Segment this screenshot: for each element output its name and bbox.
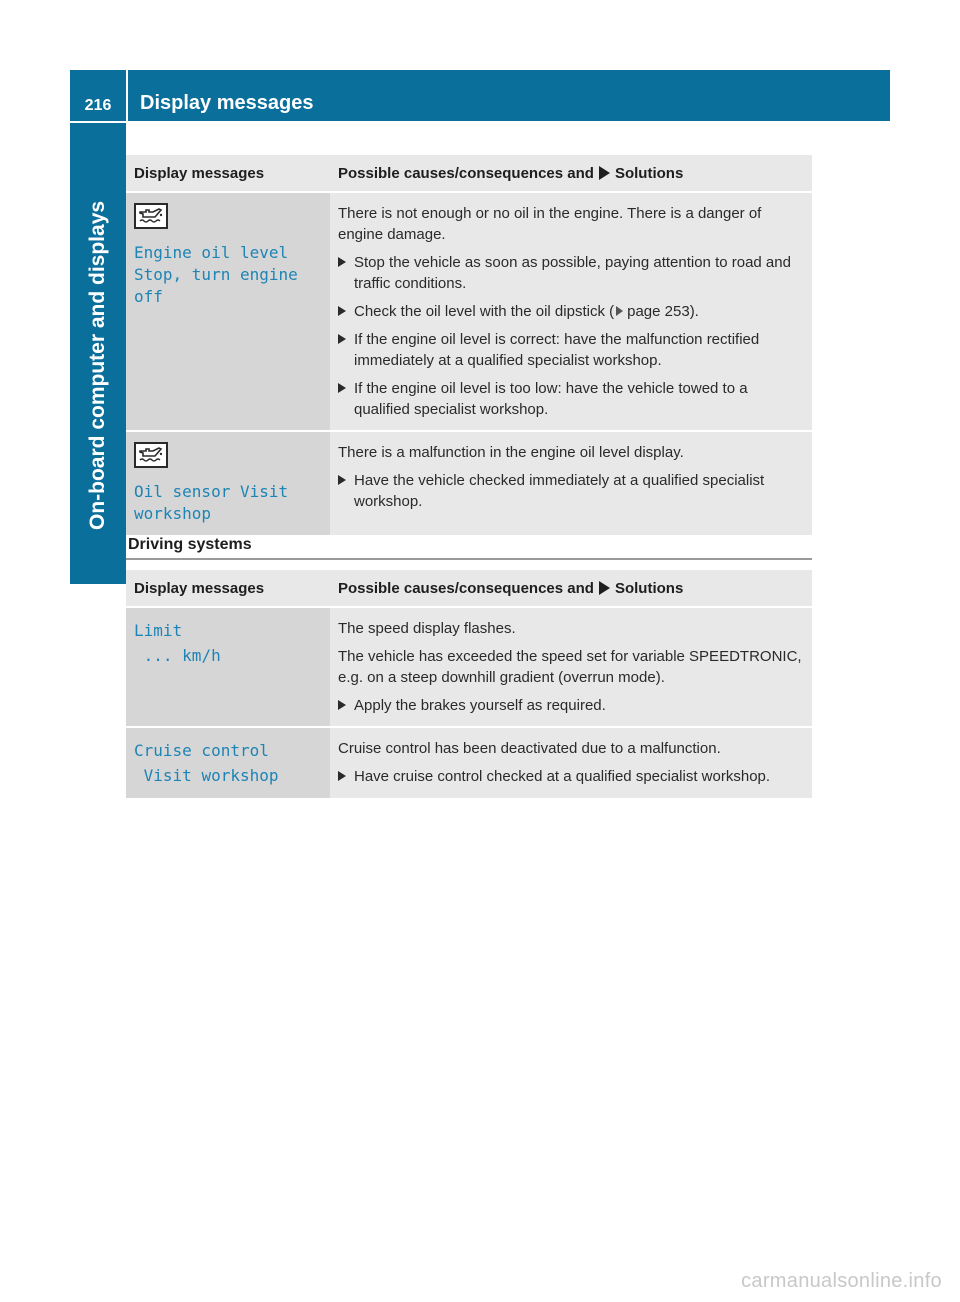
side-tab-label: On-board computer and displays — [86, 200, 109, 530]
table-row — [126, 192, 812, 431]
display-message-text: Limit ... km/h — [134, 621, 221, 665]
step-arrow-icon — [338, 257, 346, 267]
col-header-solutions — [330, 155, 812, 192]
section-divider — [126, 558, 812, 560]
solution-cell — [330, 607, 812, 727]
col-header-solutions-post: Solutions — [614, 579, 684, 597]
step-arrow-icon — [338, 771, 346, 781]
step-arrow-icon — [338, 334, 346, 344]
step-arrow-icon — [338, 306, 346, 316]
page-reference-link[interactable]: page 253). — [627, 303, 699, 320]
col-header-solutions-pre: Possible causes/consequences and — [338, 579, 594, 597]
cause-text: The vehicle has exceeded the speed set for variable SPEEDTRONIC, e.g. on a steep downhill gradient (overrun mode). — [338, 648, 802, 686]
cause-text: The speed display flashes. — [338, 620, 516, 637]
list-item: If the engine oil level is too low: have the vehicle towed to a qualified specialist workshop. — [338, 378, 804, 420]
cause-text: Cruise control has been deactivated due to a malfunction. — [338, 740, 721, 757]
step-arrow-icon — [338, 700, 346, 710]
message-cell — [126, 192, 330, 431]
solution-cell — [330, 192, 812, 431]
watermark: carmanualsonline.info — [741, 1270, 942, 1292]
list-item: Apply the brakes yourself as required. — [338, 695, 804, 716]
page-ref-icon — [616, 306, 623, 316]
list-item: Check the oil level with the oil dipstick ( page 253). — [338, 301, 804, 322]
cause-text: There is not enough or no oil in the engine. There is a danger of engine damage. — [338, 205, 762, 243]
cause-text: There is a malfunction in the engine oil level display. — [338, 444, 684, 461]
col-header-solutions — [330, 570, 812, 607]
oil-can-icon — [134, 203, 168, 229]
arrow-icon — [599, 166, 610, 180]
page-title: Display messages — [140, 92, 314, 114]
display-message-text: Engine oil level Stop, turn engine off — [134, 243, 298, 306]
oil-can-icon — [134, 442, 168, 468]
section-title: Driving systems — [128, 536, 252, 553]
table-row — [126, 727, 812, 798]
col-header-solutions-pre: Possible causes/consequences and — [338, 164, 594, 182]
solution-cell — [330, 431, 812, 535]
message-cell — [126, 727, 330, 798]
col-header-messages: Display messages — [126, 155, 330, 192]
col-header-messages: Display messages — [126, 570, 330, 607]
table-row — [126, 431, 812, 535]
arrow-icon — [599, 581, 610, 595]
step-arrow-icon — [338, 475, 346, 485]
header-divider — [126, 70, 128, 121]
display-messages-table-engine — [126, 155, 812, 535]
display-message-text: Oil sensor Visit workshop — [134, 482, 289, 523]
list-item: If the engine oil level is correct: have the malfunction rectified immediately at a qualified specialist workshop. — [338, 329, 804, 371]
step-arrow-icon — [338, 383, 346, 393]
page-number: 216 — [84, 97, 112, 114]
solution-cell — [330, 727, 812, 798]
list-item: Stop the vehicle as soon as possible, paying attention to road and traffic conditions. — [338, 252, 804, 294]
table-row — [126, 607, 812, 727]
message-cell — [126, 607, 330, 727]
list-item: Have cruise control checked at a qualified specialist workshop. — [338, 766, 804, 787]
display-messages-table-driving — [126, 570, 812, 798]
display-message-text: Cruise control Visit workshop — [134, 741, 279, 785]
message-cell — [126, 431, 330, 535]
col-header-solutions-post: Solutions — [614, 164, 684, 182]
list-item: Have the vehicle checked immediately at a qualified specialist workshop. — [338, 470, 804, 512]
